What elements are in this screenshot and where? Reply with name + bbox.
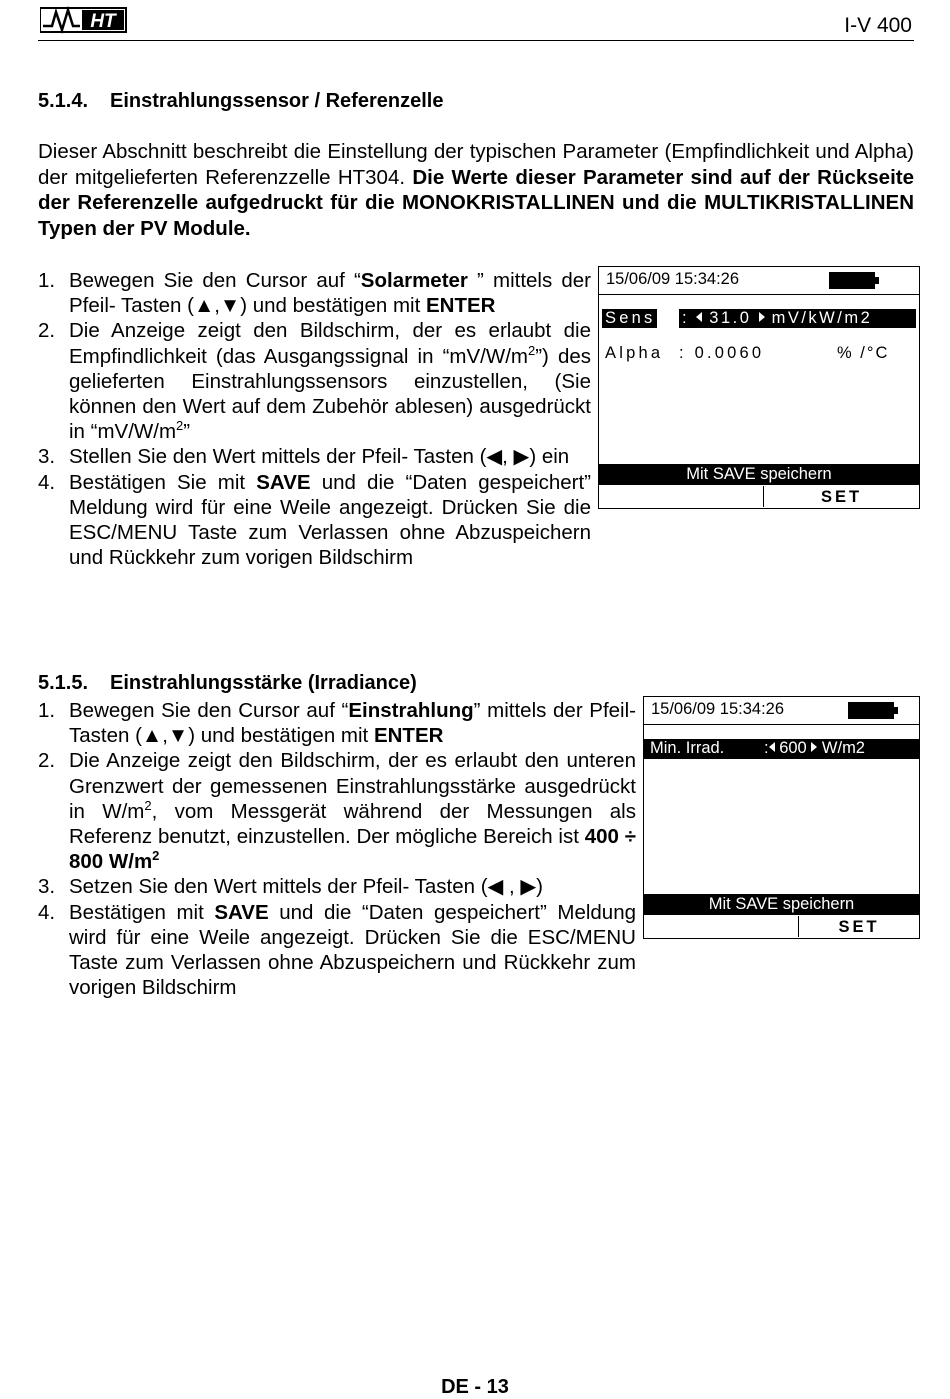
lcd-row-min-irrad[interactable] [644, 739, 919, 759]
battery-icon [848, 702, 894, 719]
list-item: 3. Stellen Sie den Wert mittels der Pfeil- Tasten (◀, ▶) ein [38, 445, 570, 469]
steps-list-sensor [38, 268, 591, 570]
steps-list-irradiance [38, 698, 636, 1000]
save-message-bar: Mit SAVE speichern [599, 464, 919, 485]
alpha-label: Alpha [605, 344, 664, 362]
list-item: 3. Setzen Sie den Wert mittels der Pfeil- Tasten (◀ , ▶) [38, 875, 543, 899]
section-heading-irradiance: 5.1.5. Einstrahlungsstärke (Irradiance) [38, 672, 417, 694]
arrow-right-icon [759, 312, 765, 322]
battery-icon [829, 272, 875, 289]
lcd-screen-irradiance [643, 696, 920, 939]
lcd-screen-sensor [598, 266, 920, 509]
arrow-left-icon [696, 312, 702, 322]
arrow-left-icon [769, 742, 775, 752]
lcd-divider [599, 294, 919, 295]
list-item: 2. Die Anzeige zeigt den Bildschirm, der es erlaubt die Empfindlichkeit (das Ausgangssignal in “$mV/W/m^2$”) des gelieferten Einstrahlungssensors einzustellen, (Sie können den Wert auf dem Zubehör ablesen) ausgedrückt in “$mV/W/m^2$” [38, 319, 591, 444]
svg-text:HT: HT [90, 11, 116, 32]
ht-logo-graphic [40, 4, 128, 34]
save-message-bar: Mit SAVE speichern [644, 894, 919, 915]
list-item: 2. Die Anzeige zeigt den Bildschirm, der es erlaubt den unteren Grenzwert der gemessenen Einstrahlungsstärke ausgedrückt in $W/m^2$, vom Messgerät während der Messungen als Referenz benutzt, einzustellen. Der mögliche Bereich ist 400 ÷ 800 $W/m^2$ [38, 749, 636, 874]
lcd-row-alpha[interactable] [599, 344, 919, 364]
alpha-unit: % /°C [837, 344, 890, 362]
sens-value-field[interactable]: : 31.0 mV/kW/m2 [679, 309, 916, 328]
list-item: 1. Bewegen Sie den Cursor auf “Solarmeter ” mittels der Pfeil- Tasten (▲,▼) und bestätigen mit ENTER [38, 269, 591, 318]
min-irrad-label: Min. Irrad. [650, 739, 725, 757]
list-item: 4. Bestätigen Sie mit SAVE und die “Daten gespeichert” Meldung wird für eine Weile angezeigt. Drücken Sie die ESC/MENU Taste zum Verlassen ohne Abzuspeichern und Rückkehr zum vorigen Bildschirm [38, 470, 592, 570]
arrow-right-icon [811, 742, 817, 752]
lcd-datetime: 15/06/09 15:34:26 [651, 700, 785, 718]
section-heading-sensor: 5.1.4. Einstrahlungssensor / Referenzelle [38, 90, 444, 112]
min-irrad-value-field[interactable]: : 600 W/m2 [764, 739, 865, 757]
document-code: I-V 400 [844, 14, 912, 37]
sens-label: Sens [602, 309, 657, 328]
page-number: DE - 13 [441, 1376, 509, 1398]
ht-logo [40, 4, 128, 34]
set-softkey[interactable]: SET [763, 486, 919, 507]
lcd-datetime: 15/06/09 15:34:26 [606, 270, 740, 288]
intro-paragraph: Dieser Abschnitt beschreibt die Einstellung der typischen Parameter (Empfindlichkeit und Alpha) der mitgelieferten Referenzzelle HT304. Die Werte dieser Parameter sind auf der Rückseite der Referenzelle aufgedruckt für die MONOKRISTALLINEN und die MULTIKRISTALLINEN Typen der PV Module. [38, 140, 914, 240]
lcd-divider [644, 724, 919, 725]
header-divider [38, 40, 914, 41]
list-item: 1. Bewegen Sie den Cursor auf “Einstrahlung” mittels der Pfeil- Tasten (▲,▼) und bestätigen mit ENTER [38, 699, 636, 748]
lcd-row-sens[interactable] [599, 309, 919, 329]
set-softkey[interactable]: SET [798, 916, 919, 937]
alpha-value: : 0.0060 [679, 344, 765, 362]
list-item: 4. Bestätigen mit SAVE und die “Daten gespeichert” Meldung wird für eine Weile angezeigt. Drücken Sie die ESC/MENU Taste zum Verlassen ohne Abzuspeichern und Rückkehr zum vorigen Bildschirm [38, 900, 637, 1000]
